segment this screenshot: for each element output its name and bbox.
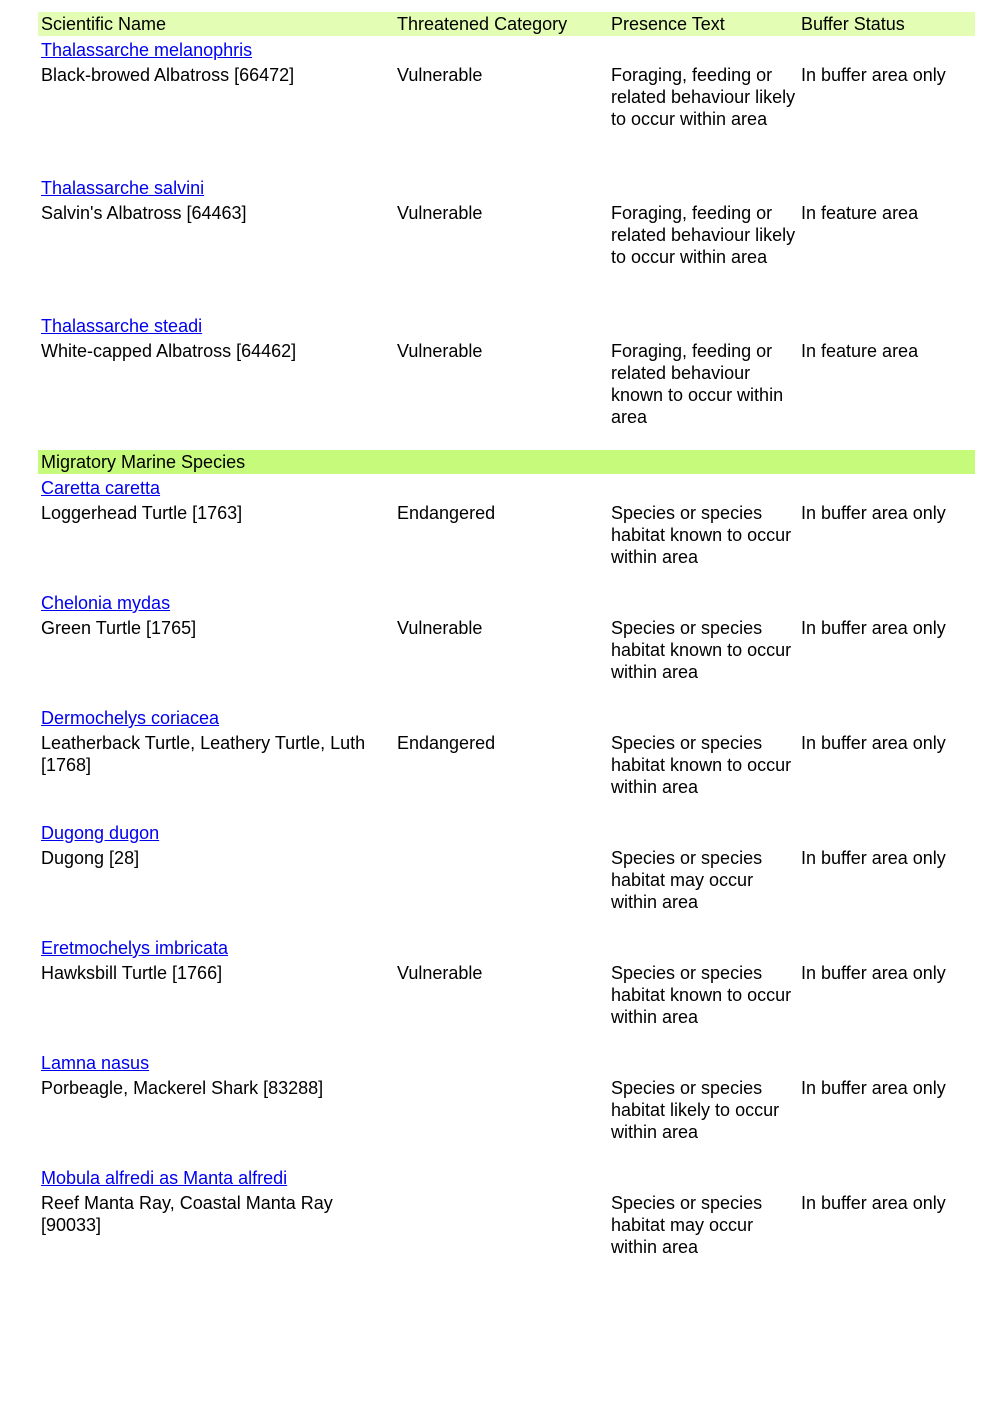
presence-text: Foraging, feeding or related behaviour likely to occur within area [611, 65, 796, 129]
presence-text: Species or species habitat known to occur within area [611, 963, 792, 1027]
buffer-status: In buffer area only [801, 618, 946, 638]
threatened-category: Vulnerable [397, 341, 483, 361]
species-entry [38, 819, 975, 934]
threatened-category: Vulnerable [397, 618, 483, 638]
common-name: White-capped Albatross [64462] [41, 341, 297, 361]
presence-text: Species or species habitat may occur within area [611, 1193, 763, 1257]
section-header-migratory-marine: Migratory Marine Species [38, 450, 975, 474]
species-entry [38, 934, 975, 1049]
presence-text: Species or species habitat known to occur within area [611, 733, 792, 797]
species-link[interactable]: Thalassarche melanophris [41, 40, 253, 60]
species-entry [38, 174, 975, 312]
threatened-category: Vulnerable [397, 65, 483, 85]
threatened-category: Vulnerable [397, 203, 483, 223]
threatened-category: Endangered [397, 733, 496, 753]
buffer-status: In buffer area only [801, 1193, 946, 1213]
species-link[interactable]: Dugong dugon [41, 823, 160, 843]
common-name: Dugong [28] [41, 848, 140, 868]
col-presence-text: Presence Text [611, 14, 725, 34]
table-row [38, 1074, 975, 1143]
buffer-status: In feature area [801, 341, 919, 361]
species-table [38, 12, 975, 1279]
buffer-status: In buffer area only [801, 1078, 946, 1098]
table-row [38, 1189, 975, 1258]
buffer-status: In buffer area only [801, 733, 946, 753]
table-row [38, 844, 975, 913]
species-entry [38, 36, 975, 174]
buffer-status: In buffer area only [801, 65, 946, 85]
threatened-category [394, 1189, 608, 1258]
common-name: Porbeagle, Mackerel Shark [83288] [41, 1078, 324, 1098]
presence-text: Species or species habitat may occur within area [611, 848, 763, 912]
presence-text: Species or species habitat likely to occur within area [611, 1078, 780, 1142]
species-link[interactable]: Thalassarche steadi [41, 316, 203, 336]
table-row [38, 337, 975, 428]
species-entry [38, 312, 975, 427]
common-name: Loggerhead Turtle [1763] [41, 503, 243, 523]
common-name: Leatherback Turtle, Leathery Turtle, Luth [1768] [41, 733, 366, 775]
species-link[interactable]: Caretta caretta [41, 478, 161, 498]
common-name: Hawksbill Turtle [1766] [41, 963, 223, 983]
species-link[interactable]: Chelonia mydas [41, 593, 171, 613]
buffer-status: In buffer area only [801, 848, 946, 868]
common-name: Green Turtle [1765] [41, 618, 197, 638]
common-name: Salvin's Albatross [64463] [41, 203, 247, 223]
presence-text: Species or species habitat known to occur within area [611, 618, 792, 682]
col-buffer-status: Buffer Status [801, 14, 905, 34]
threatened-category [394, 844, 608, 913]
presence-text: Foraging, feeding or related behaviour known to occur within area [611, 341, 784, 427]
species-link[interactable]: Thalassarche salvini [41, 178, 205, 198]
table-row [38, 729, 975, 798]
species-link[interactable]: Dermochelys coriacea [41, 708, 220, 728]
buffer-status: In buffer area only [801, 503, 946, 523]
table-row [38, 499, 975, 568]
threatened-category [394, 1074, 608, 1143]
table-row [38, 199, 975, 268]
species-entry [38, 474, 975, 589]
presence-text: Foraging, feeding or related behaviour likely to occur within area [611, 203, 796, 267]
species-entry [38, 1049, 975, 1164]
species-link[interactable]: Mobula alfredi as Manta alfredi [41, 1168, 288, 1188]
col-threatened-category: Threatened Category [397, 14, 568, 34]
table-row [38, 61, 975, 130]
buffer-status: In buffer area only [801, 963, 946, 983]
threatened-category: Vulnerable [397, 963, 483, 983]
species-link[interactable]: Lamna nasus [41, 1053, 150, 1073]
table-row [38, 959, 975, 1028]
common-name: Reef Manta Ray, Coastal Manta Ray [90033] [41, 1193, 333, 1235]
species-entry [38, 704, 975, 819]
species-entry [38, 589, 975, 704]
common-name: Black-browed Albatross [66472] [41, 65, 295, 85]
threatened-category: Endangered [397, 503, 496, 523]
table-row [38, 614, 975, 683]
table-header [38, 12, 975, 36]
presence-text: Species or species habitat known to occur within area [611, 503, 792, 567]
buffer-status: In feature area [801, 203, 919, 223]
species-entry [38, 1164, 975, 1279]
species-link[interactable]: Eretmochelys imbricata [41, 938, 229, 958]
col-scientific-name: Scientific Name [41, 14, 167, 34]
